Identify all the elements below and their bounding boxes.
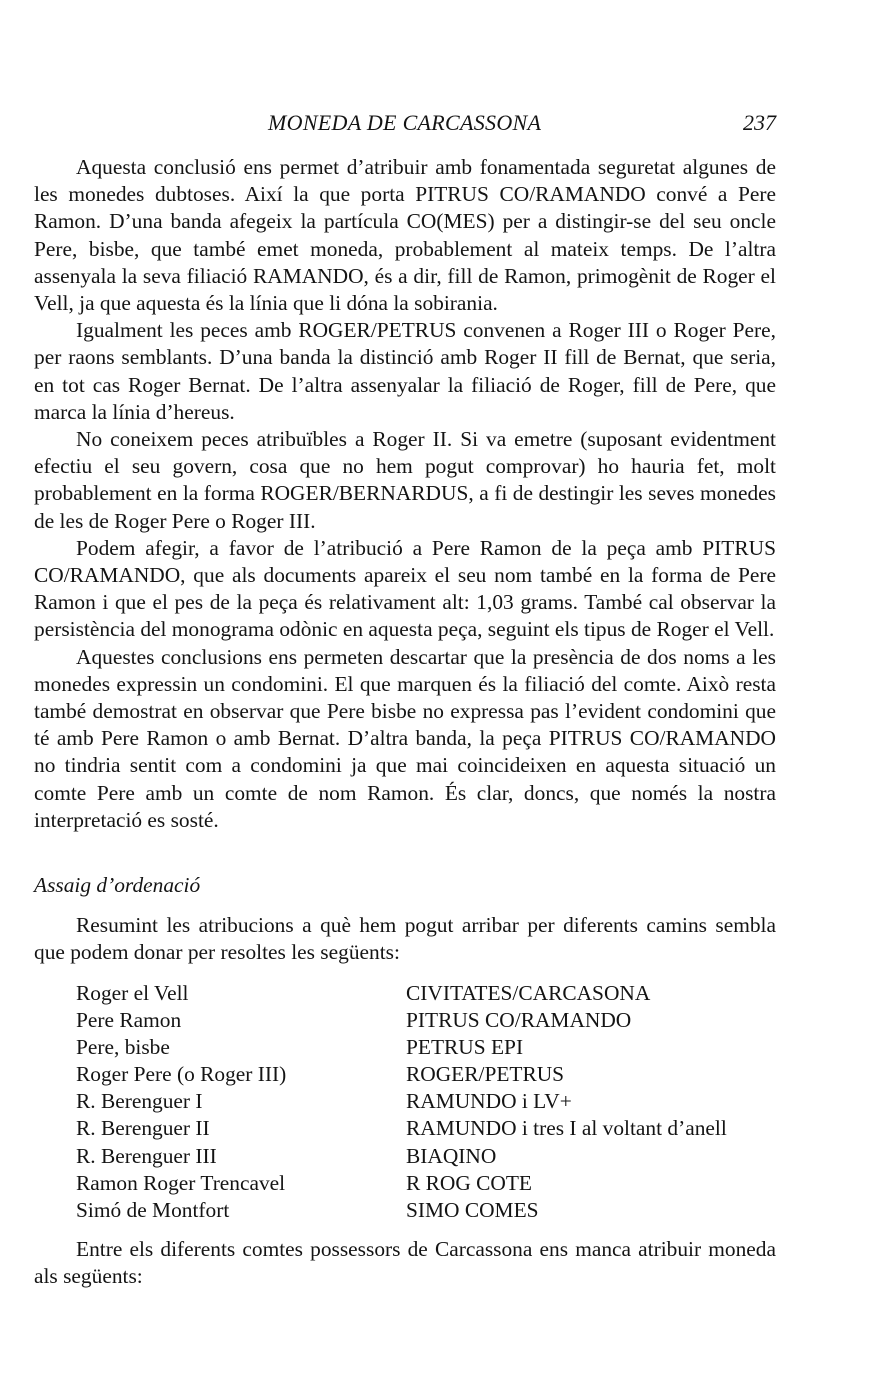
section-intro: Resumint les atribucions a què hem pogut arribar per diferents camins sembla que podem donar per resoltes les següents: (34, 913, 776, 965)
section-heading: Assaig d’ordenació (34, 873, 201, 897)
count-name: Roger el Vell (76, 981, 189, 1005)
attribution-row (76, 1088, 776, 1115)
coin-legend: RAMUNDO i LV+ (406, 1089, 572, 1114)
attribution-row (76, 1061, 776, 1088)
coin-legend: CIVITATES/CARCASONA (406, 981, 651, 1005)
body-text (34, 154, 776, 834)
attribution-row (76, 1034, 776, 1061)
coin-legend: RAMUNDO i tres I al voltant d’anell (406, 1116, 727, 1141)
count-name: R. Berenguer III (76, 1143, 217, 1168)
coin-legend: ROGER/PETRUS (406, 1062, 565, 1087)
paragraph: Igualment les peces amb ROGER/PETRUS convenen a Roger III o Roger Pere, per raons semblants. D’una banda la distinció amb Roger II fill de Bernat, que seria, en tot cas Roger Bernat. De l’altra assenyalar la filiació de Roger, fill de Pere, que marca la línia d’hereus. (34, 318, 776, 424)
paragraph: Podem afegir, a favor de l’atribució a Pere Ramon de la peça amb PITRUS CO/RAMANDO, que als documents apareix el seu nom també en la forma de Pere Ramon i que el pes de la peça és relativament alt: 1,03 grams. També cal observar la persistència del monograma odònic en aquesta peça, seguint els tipus de Roger el Vell. (34, 535, 776, 642)
paragraph: Aquesta conclusió ens permet d’atribuir amb fonamentada seguretat algunes de les monedes dubtoses. Així la que porta PITRUS CO/RAMANDO convé a Pere Ramon. D’una banda afegeix la partícula CO(MES) per a distingir-se del seu oncle Pere, bisbe, que també emet moneda, probablement al mateix temps. De l’altra assenyala la seva filiació RAMANDO, és a dir, fill de Ramon, primogènit de Roger el Vell, ja que aquesta és la línia que li dóna la sobirania. (34, 155, 776, 316)
count-name: Ramon Roger Trencavel (76, 1170, 286, 1195)
coin-legend: PITRUS CO/RAMANDO (406, 1008, 632, 1033)
coin-legend: R ROG COTE (406, 1170, 532, 1195)
closing-paragraph: Entre els diferents comtes possessors de Carcassona ens manca atribuir moneda als següents: (34, 1237, 776, 1289)
coin-legend: SIMO COMES (406, 1197, 539, 1222)
coin-legend: PETRUS EPI (406, 1035, 524, 1060)
attribution-row (76, 1143, 776, 1170)
count-name: Simó de Montfort (76, 1197, 230, 1222)
attribution-row (76, 1007, 776, 1034)
coin-legend: BIAQINO (406, 1143, 497, 1168)
page-number: 237 (743, 110, 776, 135)
running-head (70, 110, 780, 138)
count-name: Pere, bisbe (76, 1035, 170, 1060)
count-name: Roger Pere (o Roger III) (76, 1062, 287, 1087)
count-name: R. Berenguer II (76, 1116, 210, 1141)
attribution-row (76, 1197, 776, 1224)
attribution-row (76, 980, 776, 1007)
count-name: R. Berenguer I (76, 1089, 203, 1114)
running-title: MONEDA DE CARCASSONA (268, 110, 542, 135)
attribution-row (76, 1170, 776, 1197)
attribution-list (76, 980, 776, 1224)
paragraph: No coneixem peces atribuïbles a Roger II. Si va emetre (suposant evidentment efectiu el seu govern, cosa que no hem pogut comprovar) ho hauria fet, molt probablement en la forma ROGER/BERNARDUS, a fi de destingir les seves monedes de les de Roger Pere o Roger III. (34, 427, 776, 533)
count-name: Pere Ramon (76, 1008, 182, 1033)
attribution-row (76, 1115, 776, 1142)
paragraph: Aquestes conclusions ens permeten descartar que la presència de dos noms a les monedes expressin un condomini. El que marquen és la filiació del comte. Això resta també demostrat en observar que Pere bisbe no expressa pas l’evident condomini que té amb Pere Ramon o amb Bernat. D’altra banda, la peça PITRUS CO/RAMANDO no tindria sentit com a condomini ja que mai coincideixen en aquesta situació un comte Pere amb un comte de nom Ramon. És clar, doncs, que només la nostra interpretació es sosté. (34, 644, 776, 832)
